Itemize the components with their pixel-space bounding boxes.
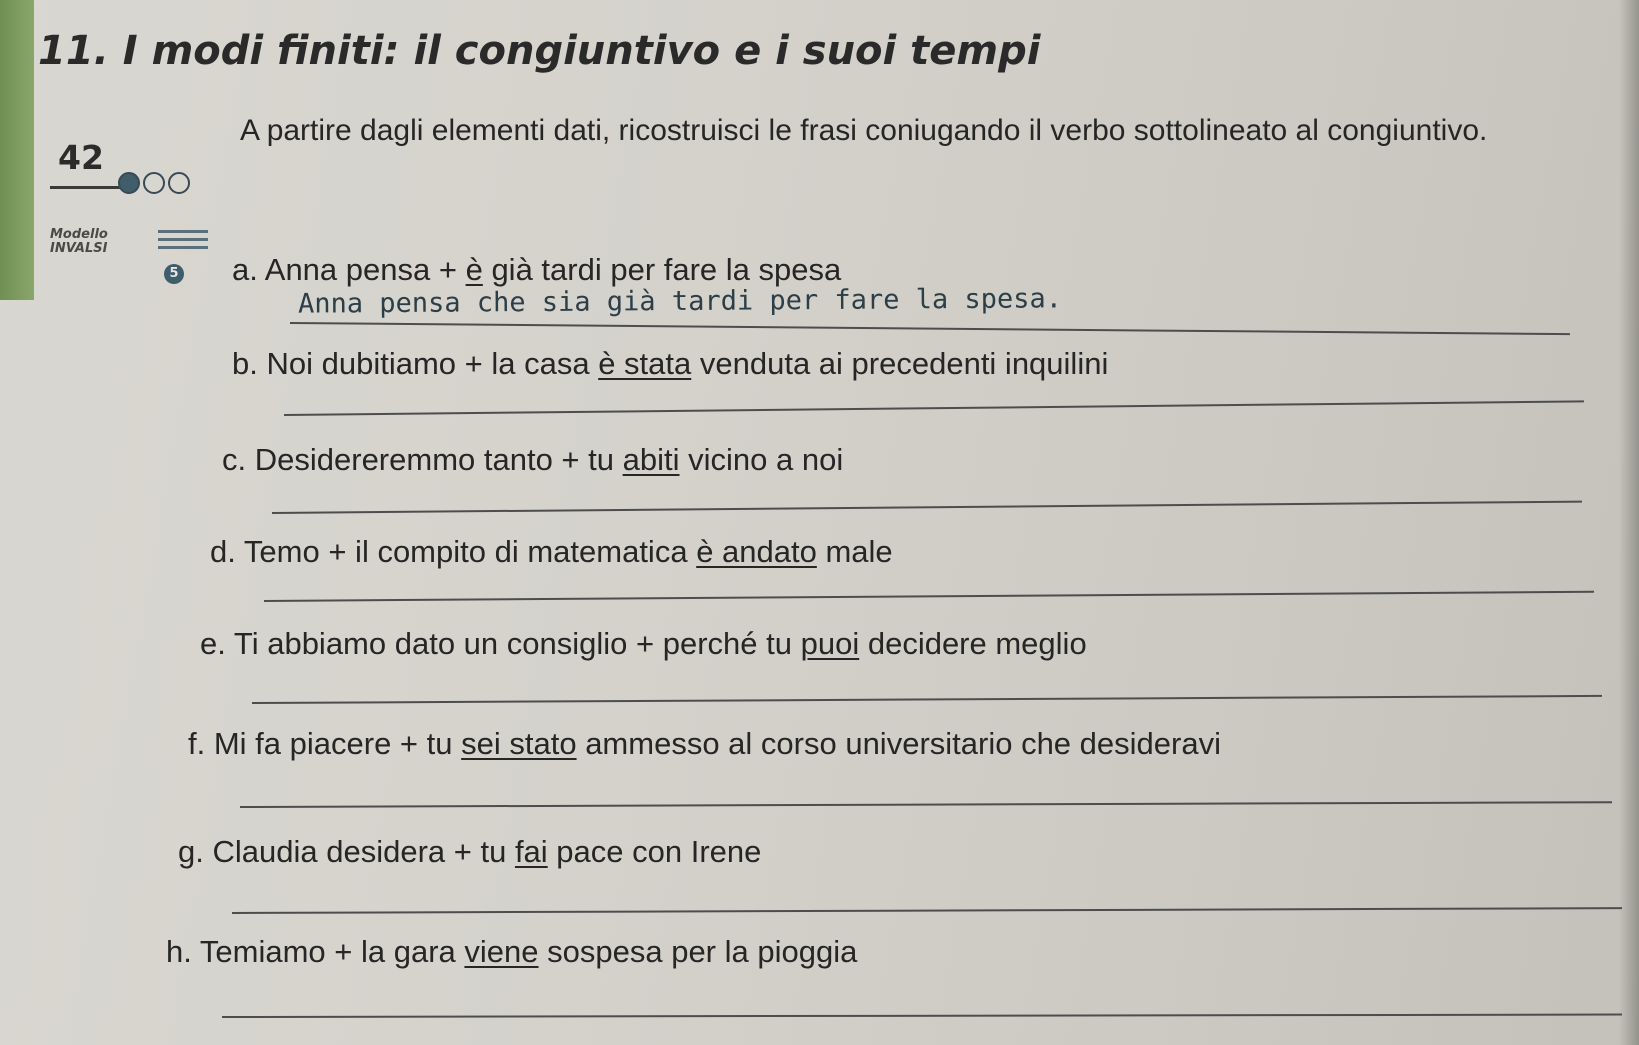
badge-line-2: INVALSI — [50, 241, 108, 256]
item-text-pre: Noi dubitiamo + la casa — [266, 346, 599, 381]
exercise-item — [232, 346, 1108, 382]
section-title: 11. I modi finiti: il congiuntivo e i suoi tempi — [38, 28, 1041, 74]
item-text-pre: Desidereremmo tanto + tu — [254, 442, 623, 477]
item-text-post: sospesa per la pioggia — [538, 934, 858, 969]
item-text-pre: Ti abbiamo dato un consiglio + perché tu — [233, 626, 801, 661]
exercise-item — [178, 834, 761, 870]
difficulty-dot-empty-icon — [143, 172, 165, 194]
item-letter: e. — [200, 626, 226, 661]
item-text-post: vicino a noi — [679, 442, 844, 477]
exercise-item — [200, 626, 1087, 662]
difficulty-dot-filled-icon — [118, 172, 140, 194]
item-text-pre: Mi fa piacere + tu — [213, 726, 462, 761]
item-underlined-verb: viene — [464, 934, 539, 969]
exercise-number: 42 — [58, 138, 104, 177]
item-underlined-verb: fai — [514, 834, 548, 869]
item-letter: a. — [232, 252, 258, 287]
exercise-item — [232, 252, 841, 288]
exercise-item — [166, 934, 857, 970]
item-text-post: ammesso al corso universitario che desideravi — [576, 726, 1221, 761]
exercise-number-rule — [50, 186, 120, 189]
model-answer: Anna pensa che sia già tardi per fare la spesa. — [297, 283, 1063, 320]
item-underlined-verb: è — [465, 252, 483, 287]
exercise-item — [222, 442, 843, 478]
item-letter: c. — [222, 442, 247, 477]
item-text-post: pace con Irene — [547, 834, 762, 869]
item-underlined-verb: puoi — [800, 626, 860, 661]
exercise-instruction: A partire dagli elementi dati, ricostruisci le frasi coniugando il verbo sottolineato al congiuntivo. — [240, 114, 1488, 147]
item-underlined-verb: è stata — [598, 346, 692, 381]
answer-line-g[interactable] — [232, 907, 1622, 914]
item-underlined-verb: abiti — [622, 442, 680, 477]
item-letter: f. — [188, 726, 206, 761]
answer-line-c[interactable] — [272, 501, 1582, 514]
invalsi-model-badge — [50, 228, 108, 256]
exercise-item — [188, 726, 1221, 762]
page-edge-shadow — [1619, 0, 1639, 1045]
answer-line-d[interactable] — [264, 591, 1594, 602]
answer-line-f[interactable] — [240, 801, 1612, 808]
item-text-post: male — [816, 534, 893, 569]
item-underlined-verb: sei stato — [461, 726, 577, 761]
difficulty-dot-empty-icon — [168, 172, 190, 194]
difficulty-indicator — [118, 172, 190, 194]
answer-line-h[interactable] — [222, 1014, 1622, 1018]
example-marker-icon: 5 — [164, 264, 184, 284]
answer-line-b[interactable] — [284, 400, 1584, 416]
item-letter: b. — [232, 346, 258, 381]
item-letter: h. — [166, 934, 192, 969]
item-letter: g. — [178, 834, 204, 869]
answer-line-e[interactable] — [252, 695, 1602, 704]
badge-lines-icon — [158, 230, 208, 254]
item-text-post: già tardi per fare la spesa — [482, 252, 842, 287]
item-text-pre: Temiamo + la gara — [199, 934, 465, 969]
badge-line-1: Modello — [50, 227, 108, 242]
item-text-pre: Temo + il compito di matematica — [243, 534, 697, 569]
exercise-item — [210, 534, 893, 570]
green-margin-strip — [0, 0, 34, 300]
item-text-pre: Anna pensa + — [264, 252, 466, 287]
item-text-post: decidere meglio — [859, 626, 1087, 661]
item-text-pre: Claudia desidera + tu — [212, 834, 515, 869]
item-underlined-verb: è andato — [696, 534, 817, 569]
item-letter: d. — [210, 534, 236, 569]
item-text-post: venduta ai precedenti inquilini — [691, 346, 1109, 381]
answer-line-a[interactable] — [290, 322, 1570, 335]
